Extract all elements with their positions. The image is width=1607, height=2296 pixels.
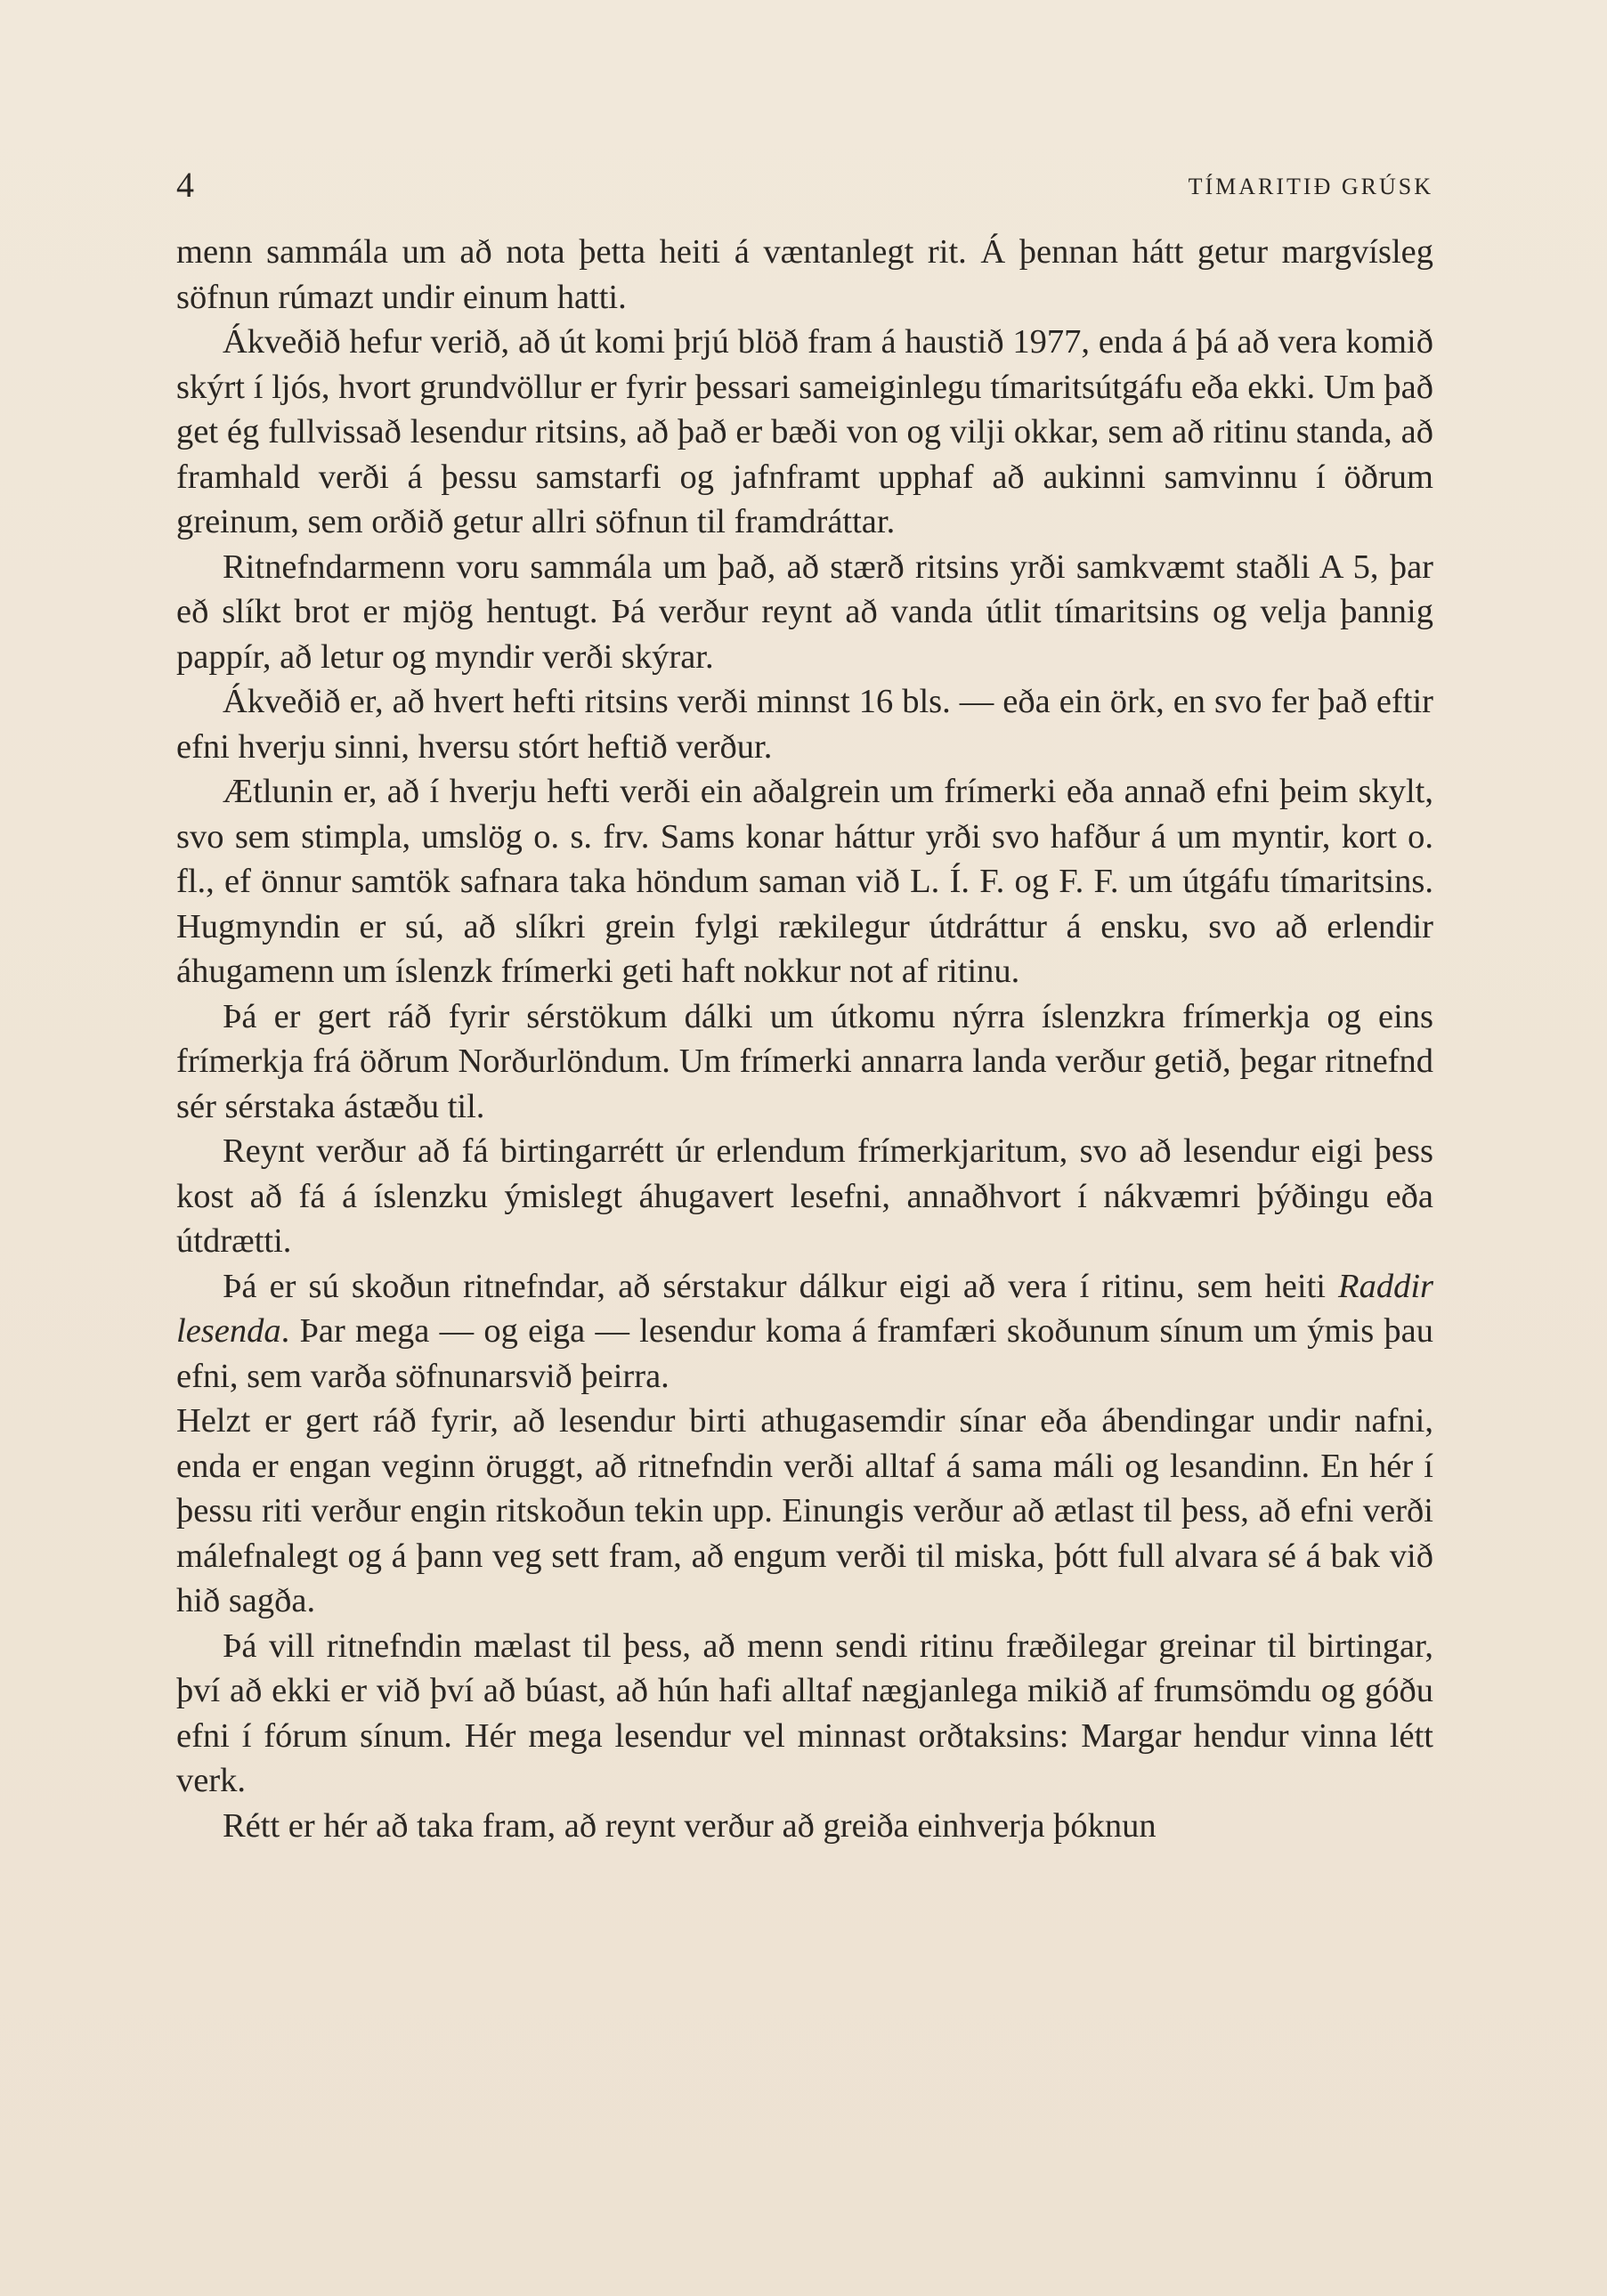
article-body — [176, 230, 1433, 1848]
paragraph: Þá vill ritnefndin mælast til þess, að menn sendi ritinu fræðilegar greinar til birtingar, því að ekki er við því að búast, að hún hafi alltaf nægjanlega mikið af frumsömdu og góðu efni í fórum sínum. Hér mega lesendur vel minnast orðtaksins: Margar hendur vinna létt verk. — [176, 1627, 1433, 1799]
running-title: TÍMARITIÐ GRÚSK — [1188, 174, 1433, 199]
paragraph: Rétt er hér að taka fram, að reynt verður að greiða einhverja þóknun — [223, 1806, 1157, 1845]
paragraph: Ákveðið er, að hvert hefti ritsins verði minnst 16 bls. — eða ein örk, en svo fer það eftir efni hverju sinni, hversu stórt heftið verður. — [176, 683, 1433, 766]
paragraph: Ætlunin er, að í hverju hefti verði ein aðalgrein um frímerki eða annað efni þeim skylt, svo sem stimpla, umslög o. s. frv. Sams konar háttur yrði svo hafður á um myntir, kort o. fl., ef önnur samtök safnara taka höndum saman við L. Í. F. og F. F. um útgáfu tímaritsins. Hugmyndin er sú, að slíkri grein fylgi rækilegur útdráttur á ensku, svo að erlendir áhugamenn um íslenzk frímerki geti haft nokkur not af ritinu. — [176, 773, 1433, 990]
page-number: 4 — [176, 165, 194, 205]
paragraph: Helzt er gert ráð fyrir, að lesendur birti athugasemdir sínar eða ábendingar undir nafni, enda er engan veginn öruggt, að ritnefndin verði alltaf á sama máli og lesandinn. En hér í þessu riti verður engin ritskoðun tekin upp. Einungis verður að ætlast til þess, að efni verði málefnalegt og á þann veg sett fram, að engum verði til miska, þótt full alvara sé á bak við hið sagða. — [176, 1402, 1433, 1619]
readers-paragraph-end: . Þar mega — og eiga — lesendur koma á framfæri skoðunum sínum um ýmis þau efni, sem varða söfnunarsvið þeirra. — [176, 1312, 1433, 1395]
paragraph: Ritnefndarmenn voru sammála um það, að stærð ritsins yrði samkvæmt staðli A 5, þar eð slíkt brot er mjög hentugt. Þá verður reynt að vanda útlit tímaritsins og velja þannig pappír, að letur og myndir verði skýrar. — [176, 548, 1433, 676]
paragraph: menn sammála um að nota þetta heiti á væntanlegt rit. Á þennan hátt getur margvísleg söfnun rúmazt undir einum hatti. — [176, 233, 1433, 316]
readers-paragraph-start: Þá er sú skoðun ritnefndar, að sérstakur dálkur eigi að vera í ritinu, sem heiti — [223, 1267, 1339, 1305]
paragraph: Reynt verður að fá birtingarrétt úr erlendum frímerkjaritum, svo að lesendur eigi þess kost að fá á íslenzku ýmislegt áhugavert lesefni, annaðhvort í nákvæmri þýðingu eða útdrætti. — [176, 1132, 1433, 1260]
paragraph: Þá er gert ráð fyrir sérstökum dálki um útkomu nýrra íslenzkra frímerkja og eins frímerkja frá öðrum Norðurlöndum. Um frímerki annarra landa verður getið, þegar ritnefnd sér sérstaka ástæðu til. — [176, 997, 1433, 1125]
column-title: Raddir lesenda — [176, 1267, 1433, 1350]
paragraph: Ákveðið hefur verið, að út komi þrjú blöð fram á haustið 1977, enda á þá að vera komið skýrt í ljós, hvort grundvöllur er fyrir þessari sameiginlegu tímaritsútgáfu eða ekki. Um það get ég fullvissað lesendur ritsins, að það er bæði von og vilji okkar, sem að ritinu standa, að framhald verði á þessu samstarfi og jafnframt upphaf að aukinni samvinnu í öðrum greinum, sem orðið getur allri söfnun til framdráttar. — [176, 323, 1433, 540]
page-header — [176, 160, 1433, 214]
readers-column-paragraph — [176, 1264, 1433, 1400]
